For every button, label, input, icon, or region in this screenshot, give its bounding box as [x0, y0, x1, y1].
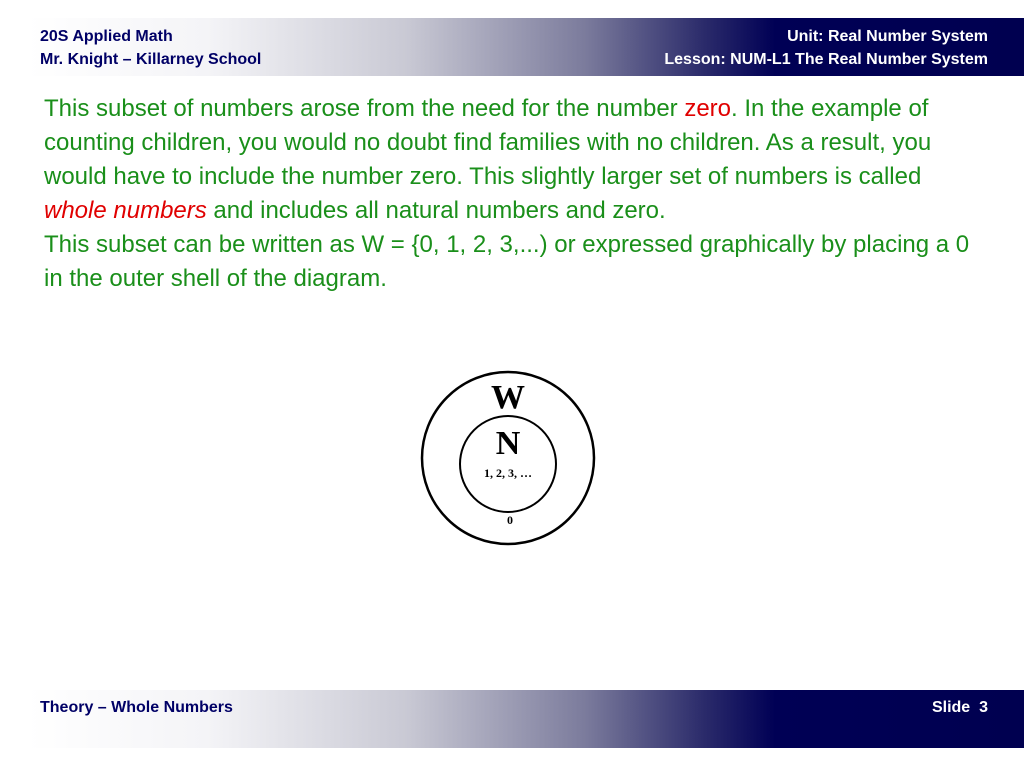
- slide-label: Slide: [931, 699, 971, 716]
- inner-label-n: N: [495, 425, 521, 462]
- paragraph-2: This subset can be written as W = {0, 1, 2, 3,...) or expressed graphically by placing a 0 in the outer shell of the diagram.: [44, 231, 970, 292]
- unit-title: Unit: Real Number System: [787, 28, 988, 45]
- whole-numbers-term: whole numbers: [44, 197, 207, 224]
- body-text: [44, 92, 984, 296]
- zero-highlight: zero: [684, 95, 732, 122]
- header-right: [664, 25, 988, 71]
- p1-text-c: and includes all natural numbers and zero.: [206, 197, 666, 224]
- outer-value-zero: 0: [507, 513, 513, 527]
- diagram-svg: [418, 368, 598, 548]
- p1-text-a: This subset of numbers arose from the need for the number: [44, 95, 685, 122]
- footer-title: Theory – Whole Numbers: [40, 699, 233, 716]
- slide-number: 3: [979, 699, 988, 716]
- course-title: 20S Applied Math: [40, 28, 173, 45]
- inner-values: 1, 2, 3, …: [484, 466, 532, 480]
- paragraph-1: [44, 92, 984, 228]
- p1-text-b: . In the example of counting children, you would no doubt find families with no children. As a result, you would have to include the number zero. This slightly larger set of numbers is called: [44, 95, 932, 190]
- slide-number-area: [932, 699, 988, 717]
- lesson-title: Lesson: NUM-L1 The Real Number System: [664, 51, 988, 68]
- teacher-name: Mr. Knight – Killarney School: [40, 51, 262, 68]
- outer-label-w: W: [491, 379, 525, 416]
- header-left: [40, 25, 261, 71]
- whole-numbers-diagram: [418, 368, 598, 548]
